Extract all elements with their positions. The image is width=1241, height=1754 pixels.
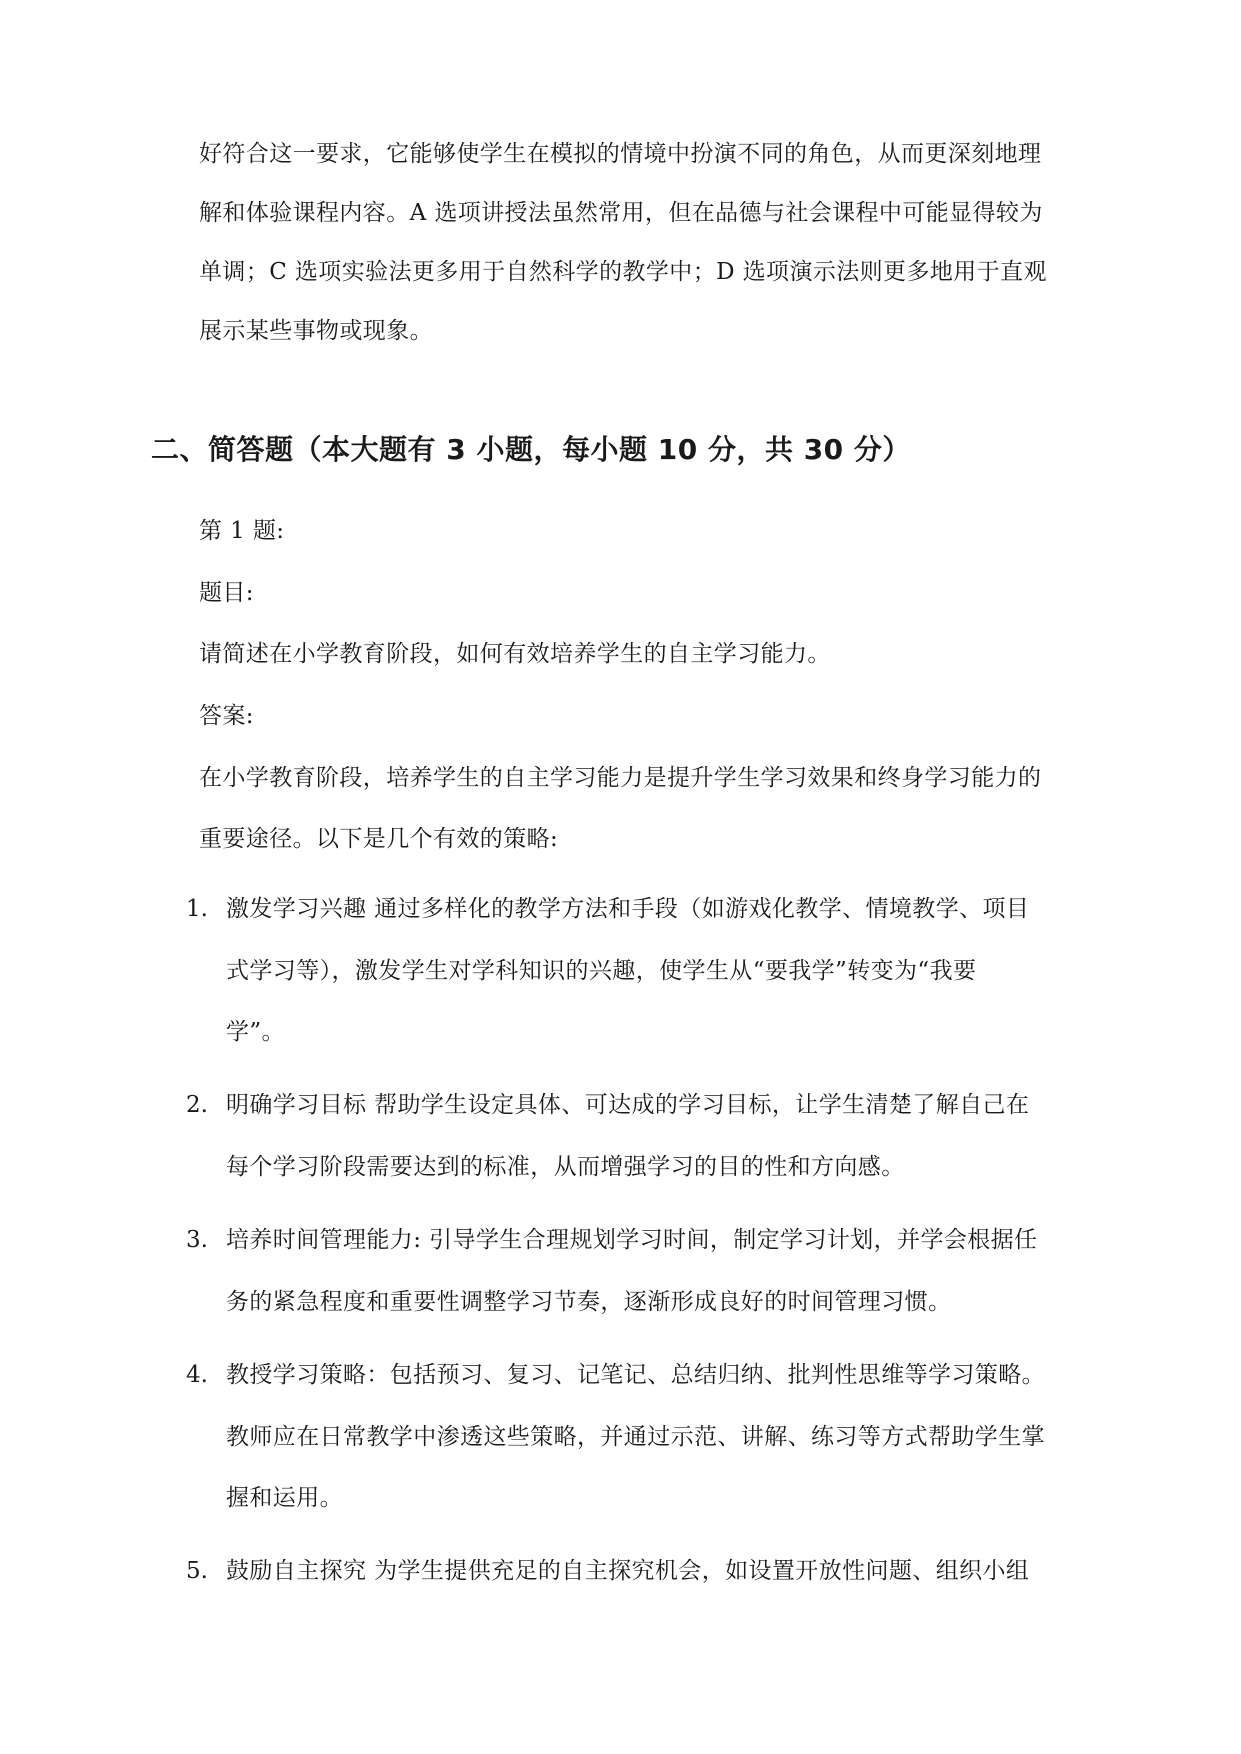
list-number: 4.	[186, 1362, 208, 1388]
list-number: 5.	[186, 1558, 208, 1584]
paragraph-line: 单调；C 选项实验法更多用于自然科学的教学中；D 选项演示法则更多地用于直观	[199, 259, 1047, 285]
list-line: 鼓励自主探究 为学生提供充足的自主探究机会，如设置开放性问题、组织小组	[226, 1558, 1030, 1584]
list-line: 学”。	[226, 1019, 285, 1045]
section-heading: 二、简答题（本大题有 3 小题，每小题 10 分，共 30 分）	[151, 433, 911, 466]
answer-intro-line: 在小学教育阶段，培养学生的自主学习能力是提升学生学习效果和终身学习能力的	[199, 765, 1042, 791]
list-line: 握和运用。	[226, 1485, 343, 1511]
list-number: 3.	[186, 1227, 208, 1253]
question-number: 第 1 题:	[199, 518, 285, 544]
question-title-label: 题目:	[199, 580, 254, 606]
answer-intro-line: 重要途径。以下是几个有效的策略:	[199, 826, 559, 852]
list-number: 1.	[186, 896, 208, 922]
paragraph-line: 解和体验课程内容。A 选项讲授法虽然常用，但在品德与社会课程中可能显得较为	[199, 200, 1043, 226]
list-line: 明确学习目标 帮助学生设定具体、可达成的学习目标，让学生清楚了解自己在	[226, 1092, 1030, 1118]
list-line: 教授学习策略：包括预习、复习、记笔记、总结归纳、批判性思维等学习策略。	[226, 1362, 1045, 1388]
paragraph-line: 好符合这一要求，它能够使学生在模拟的情境中扮演不同的角色，从而更深刻地理	[199, 141, 1042, 167]
list-line: 式学习等），激发学生对学科知识的兴趣，使学生从“要我学”转变为“我要	[226, 958, 977, 984]
question-prompt: 请简述在小学教育阶段，如何有效培养学生的自主学习能力。	[199, 641, 831, 667]
list-line: 教师应在日常教学中渗透这些策略，并通过示范、讲解、练习等方式帮助学生掌	[226, 1424, 1045, 1450]
paragraph-line: 展示某些事物或现象。	[199, 318, 433, 344]
list-line: 务的紧急程度和重要性调整学习节奏，逐渐形成良好的时间管理习惯。	[226, 1289, 952, 1315]
answer-label: 答案:	[199, 703, 254, 729]
list-line: 培养时间管理能力: 引导学生合理规划学习时间，制定学习计划，并学会根据任	[226, 1227, 1038, 1253]
list-line: 每个学习阶段需要达到的标准，从而增强学习的目的性和方向感。	[226, 1154, 905, 1180]
list-line: 激发学习兴趣 通过多样化的教学方法和手段（如游戏化教学、情境教学、项目	[226, 896, 1030, 922]
list-number: 2.	[186, 1092, 208, 1118]
